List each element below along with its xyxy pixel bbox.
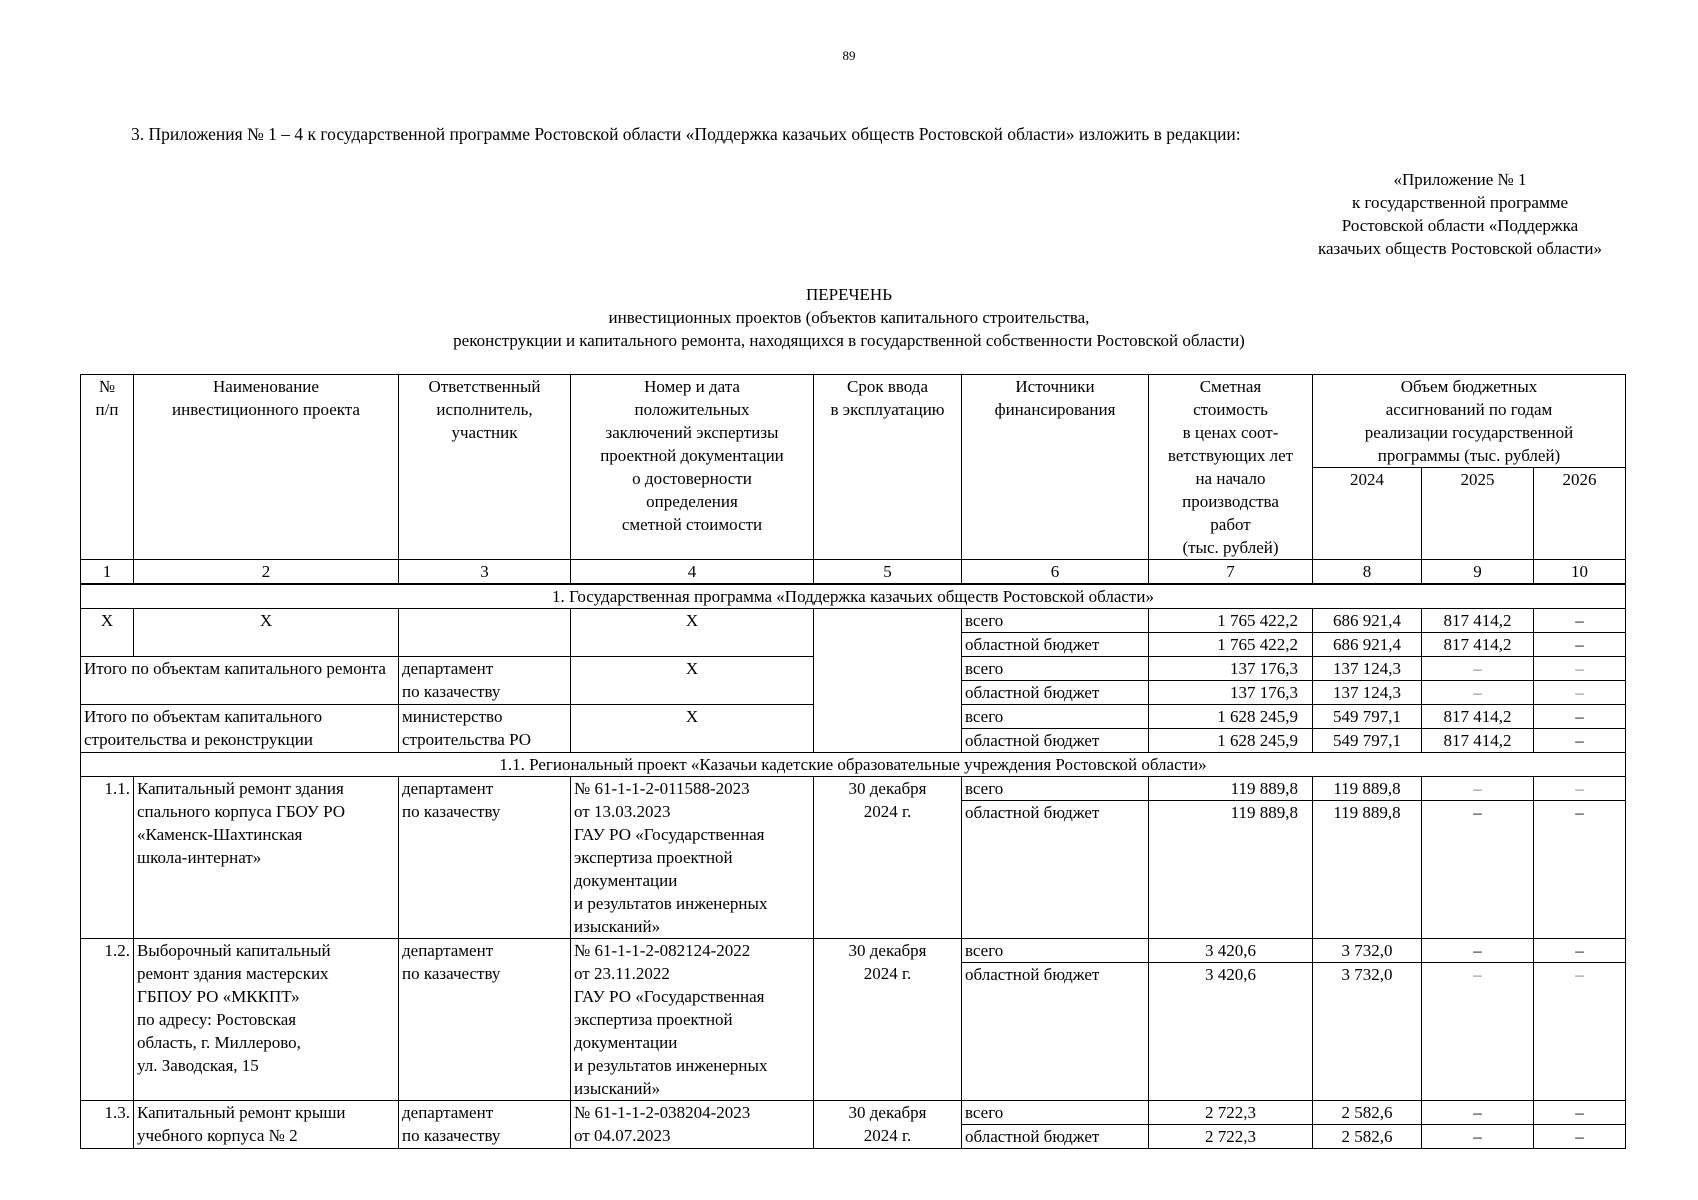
column-number: 8: [1313, 560, 1422, 585]
cell-expertise: X: [571, 657, 814, 705]
cell-2026: –: [1534, 777, 1626, 801]
cell-2025: –: [1422, 939, 1534, 963]
cell-expertise: № 61-1-1-2-082124-2022 от 23.11.2022 ГАУ РО «Государственная экспертиза проектной документации и результатов инженерных изысканий»: [571, 939, 814, 1101]
cell-cost: 3 420,6: [1149, 963, 1313, 1101]
heading-title: ПЕРЕЧЕНЬ: [806, 285, 892, 304]
cell-source: областной бюджет: [962, 963, 1149, 1101]
cell-cost: 1 765 422,2: [1149, 609, 1313, 633]
table-row: [81, 777, 1626, 801]
cell-source: областной бюджет: [962, 729, 1149, 753]
cell-source: областной бюджет: [962, 681, 1149, 705]
cell-2025: –: [1422, 777, 1534, 801]
cell-2024: 686 921,4: [1313, 609, 1422, 633]
cell-2025: 817 414,2: [1422, 609, 1534, 633]
cell-2024: 3 732,0: [1313, 939, 1422, 963]
cell-2025: –: [1422, 963, 1534, 1101]
col-header-executor: Ответственный исполнитель, участник: [399, 375, 571, 560]
cell-2026: –: [1534, 657, 1626, 681]
cell-2024: 2 582,6: [1313, 1101, 1422, 1125]
cell-2025: 817 414,2: [1422, 729, 1534, 753]
cell-source: всего: [962, 939, 1149, 963]
cell-cost: 2 722,3: [1149, 1101, 1313, 1125]
cell-expertise: X: [571, 705, 814, 753]
cell-2025: –: [1422, 1101, 1534, 1125]
cell-deadline: 30 декабря 2024 г.: [814, 777, 962, 939]
cell-source: всего: [962, 1101, 1149, 1125]
cell-2024: 3 732,0: [1313, 963, 1422, 1101]
header-row: [81, 375, 1626, 468]
col-header-budget: Объем бюджетных ассигнований по годам реализации государственной программы (тыс. рублей): [1313, 375, 1626, 468]
cell-2024: 686 921,4: [1313, 633, 1422, 657]
cell-2024: 119 889,8: [1313, 801, 1422, 939]
cell-cost: 1 628 245,9: [1149, 705, 1313, 729]
cell-executor: [399, 609, 571, 657]
cell-executor: департамент по казачеству: [399, 777, 571, 939]
col-header-num: № п/п: [81, 375, 134, 560]
col-header-sources: Источники финансирования: [962, 375, 1149, 560]
cell-executor: департамент по казачеству: [399, 1101, 571, 1149]
col-header-year: 2024: [1313, 468, 1422, 560]
col-header-expertise: Номер и дата положительных заключений экспертизы проектной документации о достоверности определения сметной стоимости: [571, 375, 814, 560]
cell-executor: департамент по казачеству: [399, 939, 571, 1101]
cell-cost: 2 722,3: [1149, 1125, 1313, 1149]
cell-2026: –: [1534, 633, 1626, 657]
column-number: 10: [1534, 560, 1626, 585]
cell-2024: 119 889,8: [1313, 777, 1422, 801]
cell-num: 1.2.: [81, 939, 134, 1101]
col-header-deadline: Срок ввода в эксплуатацию: [814, 375, 962, 560]
cell-source: областной бюджет: [962, 633, 1149, 657]
cell-source: областной бюджет: [962, 1125, 1149, 1149]
page-number: 89: [842, 48, 856, 63]
cell-deadline: 30 декабря 2024 г.: [814, 939, 962, 1101]
cell-deadline: [814, 609, 962, 753]
cell-cost: 119 889,8: [1149, 777, 1313, 801]
annex-note: [1260, 168, 1660, 260]
intro-paragraph: 3. Приложения № 1 – 4 к государственной программе Ростовской области «Поддержка казачьих обществ Ростовской области» изложить в редакции:: [131, 124, 1241, 144]
cell-source: всего: [962, 777, 1149, 801]
cell-2025: –: [1422, 681, 1534, 705]
cell-2026: –: [1534, 609, 1626, 633]
column-number: 4: [571, 560, 814, 585]
cell-name: Капитальный ремонт здания спального корпуса ГБОУ РО «Каменск-Шахтинская школа-интернат»: [134, 777, 399, 939]
annex-line: казачьих обществ Ростовской области»: [1318, 239, 1602, 258]
cell-2025: –: [1422, 801, 1534, 939]
cell-source: всего: [962, 609, 1149, 633]
cell-2024: 137 124,3: [1313, 657, 1422, 681]
cell-2026: –: [1534, 963, 1626, 1101]
cell-2024: 549 797,1: [1313, 705, 1422, 729]
cell-cost: 1 628 245,9: [1149, 729, 1313, 753]
section-title: 1. Государственная программа «Поддержка казачьих обществ Ростовской области»: [81, 584, 1626, 609]
cell-2026: –: [1534, 1125, 1626, 1149]
cell-2026: –: [1534, 705, 1626, 729]
cell-executor: департамент по казачеству: [399, 657, 571, 705]
col-header-year: 2026: [1534, 468, 1626, 560]
cell-name: Выборочный капитальный ремонт здания мастерских ГБПОУ РО «МККПТ» по адресу: Ростовская область, г. Миллерово, ул. Заводская, 15: [134, 939, 399, 1101]
cell-2026: –: [1534, 801, 1626, 939]
cell-2025: –: [1422, 657, 1534, 681]
cell-cost: 3 420,6: [1149, 939, 1313, 963]
cell-source: всего: [962, 657, 1149, 681]
col-header-name: Наименование инвестиционного проекта: [134, 375, 399, 560]
cell-2025: –: [1422, 1125, 1534, 1149]
cell-num: 1.3.: [81, 1101, 134, 1149]
cell-deadline: 30 декабря 2024 г.: [814, 1101, 962, 1149]
cell-name: Капитальный ремонт крыши учебного корпуса № 2: [134, 1101, 399, 1149]
table-row: [81, 1101, 1626, 1125]
cell-cost: 137 176,3: [1149, 657, 1313, 681]
cell-source: областной бюджет: [962, 801, 1149, 939]
cell-num: 1.1.: [81, 777, 134, 939]
table-row: [81, 609, 1626, 633]
annex-line: «Приложение № 1: [1393, 170, 1527, 189]
cell-total-label: Итого по объектам капитального строительства и реконструкции: [81, 705, 399, 753]
cell-2024: 137 124,3: [1313, 681, 1422, 705]
col-header-cost: Сметная стоимость в ценах соот- ветствующих лет на начало производства работ (тыс. рублей): [1149, 375, 1313, 560]
annex-line: Ростовской области «Поддержка: [1341, 216, 1579, 235]
column-numbers-row: [81, 560, 1626, 585]
cell-total-label: Итого по объектам капитального ремонта: [81, 657, 399, 705]
cell-cost: 119 889,8: [1149, 801, 1313, 939]
cell-expertise: X: [571, 609, 814, 657]
cell-num: X: [81, 609, 134, 657]
cell-name: X: [134, 609, 399, 657]
cell-cost: 137 176,3: [1149, 681, 1313, 705]
heading-line: инвестиционных проектов (объектов капитального строительства,: [608, 308, 1090, 327]
cell-2025: 817 414,2: [1422, 705, 1534, 729]
cell-2024: 2 582,6: [1313, 1125, 1422, 1149]
document-heading: [0, 283, 1698, 352]
column-number: 1: [81, 560, 134, 585]
column-number: 3: [399, 560, 571, 585]
cell-2026: –: [1534, 729, 1626, 753]
cell-2026: –: [1534, 681, 1626, 705]
cell-cost: 1 765 422,2: [1149, 633, 1313, 657]
cell-expertise: № 61-1-1-2-011588-2023 от 13.03.2023 ГАУ РО «Государственная экспертиза проектной документации и результатов инженерных изысканий»: [571, 777, 814, 939]
cell-expertise: № 61-1-1-2-038204-2023 от 04.07.2023: [571, 1101, 814, 1149]
cell-source: всего: [962, 705, 1149, 729]
column-number: 7: [1149, 560, 1313, 585]
section-row: [81, 584, 1626, 609]
cell-2024: 549 797,1: [1313, 729, 1422, 753]
cell-2026: –: [1534, 1101, 1626, 1125]
table-row: [81, 939, 1626, 963]
investment-projects-table: [80, 374, 1626, 1149]
column-number: 5: [814, 560, 962, 585]
cell-executor: министерство строительства РО: [399, 705, 571, 753]
column-number: 6: [962, 560, 1149, 585]
heading-line: реконструкции и капитального ремонта, находящихся в государственной собственности Ростовской области): [453, 331, 1245, 350]
section-row: [81, 753, 1626, 777]
section-title: 1.1. Региональный проект «Казачьи кадетские образовательные учреждения Ростовской области»: [81, 753, 1626, 777]
col-header-year: 2025: [1422, 468, 1534, 560]
column-number: 9: [1422, 560, 1534, 585]
cell-2025: 817 414,2: [1422, 633, 1534, 657]
annex-line: к государственной программе: [1351, 193, 1569, 212]
cell-2026: –: [1534, 939, 1626, 963]
column-number: 2: [134, 560, 399, 585]
